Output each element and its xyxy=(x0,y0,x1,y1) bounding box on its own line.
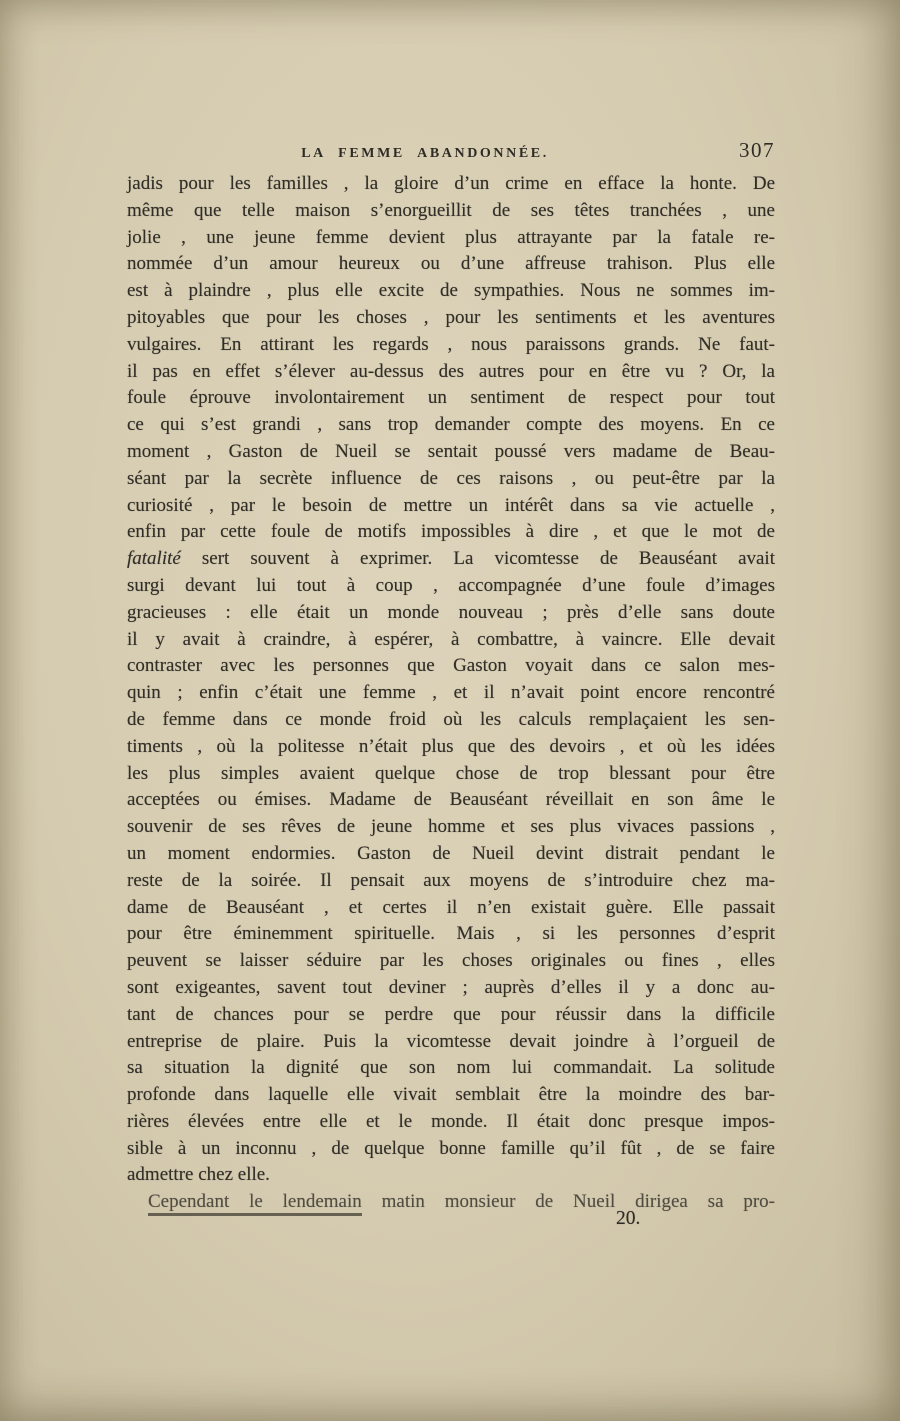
body-text: les plus simples avaient quelque chose de trop blessant pour être xyxy=(127,762,775,784)
text-line xyxy=(127,251,775,278)
signature-mark: 20. xyxy=(616,1208,641,1229)
text-line xyxy=(127,198,775,225)
text-line xyxy=(127,1029,775,1056)
text-line xyxy=(127,868,775,895)
text-line xyxy=(127,359,775,386)
text-line xyxy=(127,707,775,734)
text-line xyxy=(127,1109,775,1136)
text-line xyxy=(127,1082,775,1109)
body-text: curiosité , par le besoin de mettre un intérêt dans sa vie actuelle , xyxy=(127,494,775,516)
text-line xyxy=(127,385,775,412)
body-text: tant de chances pour se perdre que pour réussir dans la difficile xyxy=(127,1003,775,1025)
body-text: de femme dans ce monde froid où les calculs remplaçaient les sen- xyxy=(127,708,775,730)
body-text: sert souvent à exprimer. La vicomtesse de Beauséant avait xyxy=(180,548,775,570)
text-line xyxy=(127,814,775,841)
text-line xyxy=(127,921,775,948)
text-line xyxy=(127,278,775,305)
text-line xyxy=(127,680,775,707)
running-title: LA FEMME ABANDONNÉE. xyxy=(301,146,549,161)
body-text: timents , où la politesse n’était plus que des devoirs , et où les idées xyxy=(127,735,775,757)
body-text: rières élevées entre elle et le monde. Il était donc presque impos- xyxy=(127,1110,775,1132)
text-line xyxy=(127,466,775,493)
text-line xyxy=(127,600,775,627)
text-line xyxy=(127,895,775,922)
text-line xyxy=(127,171,775,198)
text-line xyxy=(127,975,775,1002)
text-line xyxy=(127,493,775,520)
body-text: profonde dans laquelle elle vivait semblait être la moindre des bar- xyxy=(127,1084,775,1106)
body-text: enfin par cette foule de motifs impossibles à dire , et que le mot de xyxy=(127,521,775,543)
text-line xyxy=(127,948,775,975)
page-number: 307 xyxy=(739,138,775,162)
body-text: entreprise de plaire. Puis la vicomtesse devait joindre à l’orgueil de xyxy=(127,1030,775,1052)
text-line xyxy=(127,841,775,868)
italic-text: fatalité xyxy=(127,548,181,570)
body-text: contraster avec les personnes que Gaston voyait dans ce salon mes- xyxy=(127,655,775,677)
body-text: admettre chez elle. xyxy=(127,1164,270,1186)
text-line xyxy=(127,225,775,252)
body-text: il y avait à craindre, à espérer, à combattre, à vaincre. Elle devait xyxy=(127,628,775,650)
text-line xyxy=(127,573,775,600)
body-text: jolie , une jeune femme devient plus attrayante par la fatale re- xyxy=(127,226,775,248)
text-line xyxy=(127,439,775,466)
text-line xyxy=(127,787,775,814)
text-line xyxy=(127,1162,775,1189)
text-line xyxy=(127,653,775,680)
body-text: un moment endormies. Gaston de Nueil devint distrait pendant le xyxy=(127,842,775,864)
body-text: est à plaindre , plus elle excite de sympathies. Nous ne sommes im- xyxy=(127,280,775,302)
body-text: surgi devant lui tout à coup , accompagnée d’une foule d’images xyxy=(127,574,775,596)
body-text: foule éprouve involontairement un sentiment de respect pour tout xyxy=(127,387,775,409)
body-text: reste de la soirée. Il pensait aux moyens de s’introduire chez ma- xyxy=(127,869,775,891)
body-text: ce qui s’est grandi , sans trop demander compte des moyens. En ce xyxy=(127,414,775,436)
body-text: vulgaires. En attirant les regards , nous paraissons grands. Ne faut- xyxy=(127,333,775,355)
text-line xyxy=(127,1189,775,1216)
page-header xyxy=(127,138,775,168)
text-line xyxy=(127,546,775,573)
body-text: même que telle maison s’enorgueillit de ses têtes tranchées , une xyxy=(127,199,775,221)
body-text: acceptées ou émises. Madame de Beauséant réveillait en son âme le xyxy=(127,789,775,811)
body-text: matin monsieur de Nueil dirigea sa pro- xyxy=(361,1191,775,1213)
body-text: sible à un inconnu , de quelque bonne famille qu’il fût , de se faire xyxy=(127,1137,775,1159)
text-line xyxy=(127,332,775,359)
text-line xyxy=(127,734,775,761)
text-line xyxy=(127,519,775,546)
body-text: dame de Beauséant , et certes il n’en existait guère. Elle passait xyxy=(127,896,775,918)
text-line xyxy=(127,1002,775,1029)
body-text: peuvent se laisser séduire par les choses originales ou fines , elles xyxy=(127,950,775,972)
text-line xyxy=(127,1055,775,1082)
body-text: jadis pour les familles , la gloire d’un crime en efface la honte. De xyxy=(127,173,775,194)
pen-underlined-text: Cependant le lendemain xyxy=(148,1191,362,1216)
text-line xyxy=(127,1136,775,1163)
body-text: gracieuses : elle était un monde nouveau ; près d’elle sans doute xyxy=(127,601,775,623)
text-line xyxy=(127,627,775,654)
body-text: il pas en effet s’élever au-dessus des autres pour en être vu ? Or, la xyxy=(127,360,775,382)
text-line xyxy=(127,305,775,332)
text-line xyxy=(127,761,775,788)
body-text: sa situation la dignité que son nom lui commandait. La solitude xyxy=(127,1057,775,1079)
text-block xyxy=(127,171,775,1216)
body-text: souvenir de ses rêves de jeune homme et ses plus vivaces passions , xyxy=(127,816,775,838)
body-text: séant par la secrète influence de ces raisons , ou peut-être par la xyxy=(127,467,775,489)
body-text: pitoyables que pour les choses , pour les sentiments et les aventures xyxy=(127,306,775,328)
body-text: sont exigeantes, savent tout deviner ; auprès d’elles il y a donc au- xyxy=(127,976,775,998)
body-text: nommée d’un amour heureux ou d’une affreuse trahison. Plus elle xyxy=(127,253,775,275)
body-text: pour être éminemment spirituelle. Mais , si les personnes d’esprit xyxy=(127,923,775,945)
body-text: moment , Gaston de Nueil se sentait poussé vers madame de Beau- xyxy=(127,440,775,462)
body-text: quin ; enfin c’était une femme , et il n’avait point encore rencontré xyxy=(127,682,775,704)
text-line xyxy=(127,412,775,439)
